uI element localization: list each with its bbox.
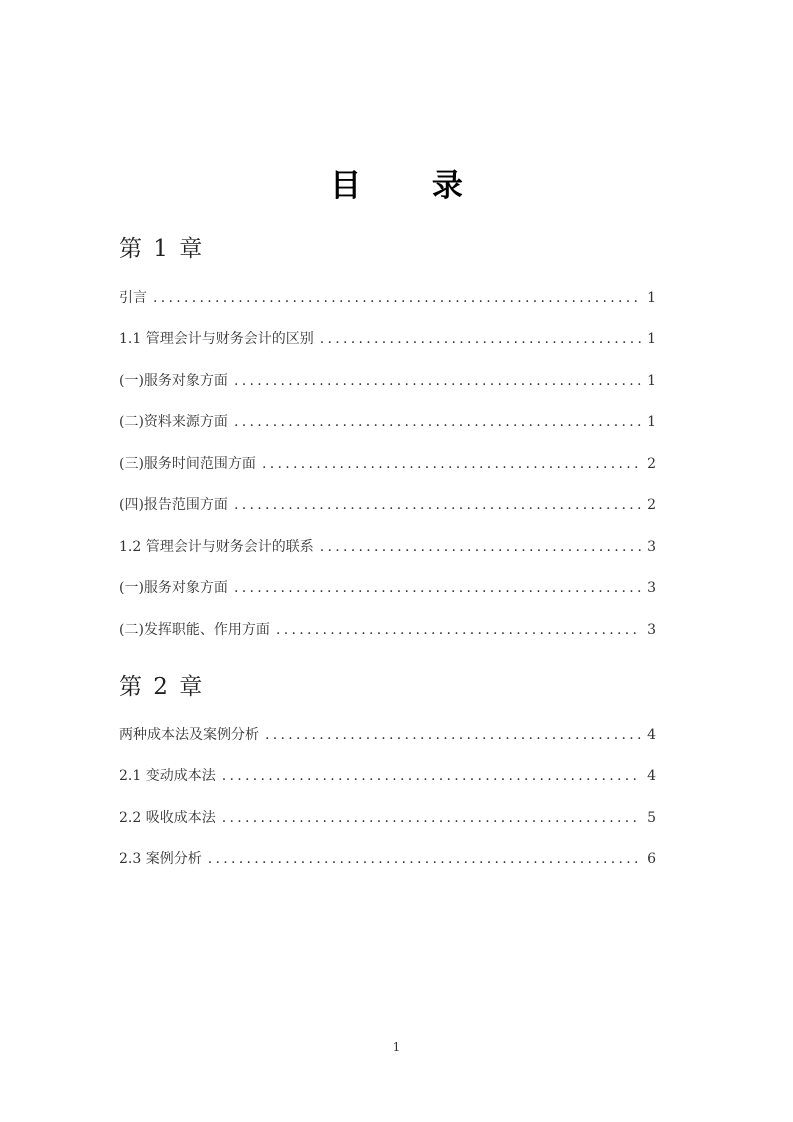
- page-number: 1: [392, 1040, 401, 1054]
- toc-entry-page: 5: [647, 810, 656, 826]
- toc-entry-page: 2: [647, 497, 656, 513]
- toc-entry[interactable]: [119, 726, 656, 744]
- toc-entry[interactable]: [119, 413, 656, 431]
- toc-entry-page: 1: [647, 290, 656, 306]
- dot-leader: [234, 372, 641, 390]
- toc-entry[interactable]: [119, 330, 656, 348]
- toc-entry-label: (二)资料来源方面: [119, 414, 228, 430]
- dot-leader: [320, 538, 641, 556]
- toc-entry-label: 2.3 案例分析: [119, 851, 202, 867]
- toc-entry-label: 1.1 管理会计与财务会计的区别: [119, 331, 314, 347]
- toc-entry-label: (一)服务对象方面: [119, 373, 228, 389]
- toc-entry-label: 2.2 吸收成本法: [119, 810, 216, 826]
- toc-entry[interactable]: [119, 579, 656, 597]
- toc-entry-page: 1: [647, 373, 656, 389]
- toc-entry[interactable]: [119, 850, 656, 868]
- toc-entry-page: 4: [647, 727, 656, 743]
- toc-entry[interactable]: [119, 455, 656, 473]
- toc-entry[interactable]: [119, 767, 656, 785]
- toc-entry[interactable]: [119, 496, 656, 514]
- toc-entry[interactable]: [119, 372, 656, 390]
- toc-entry[interactable]: [119, 809, 656, 827]
- dot-leader: [234, 579, 641, 597]
- dot-leader: [265, 726, 641, 744]
- toc-entry-label: 1.2 管理会计与财务会计的联系: [119, 539, 314, 555]
- toc-entry-page: 1: [647, 414, 656, 430]
- toc-entry[interactable]: [119, 289, 656, 307]
- dot-leader: [153, 289, 641, 307]
- toc-entry-label: 2.1 变动成本法: [119, 768, 216, 784]
- dot-leader: [234, 413, 641, 431]
- chapter-heading: 第 2 章: [119, 674, 203, 700]
- toc-entry-page: 6: [647, 851, 656, 867]
- toc-entry-page: 3: [647, 539, 656, 555]
- dot-leader: [262, 455, 641, 473]
- toc-entry-label: 两种成本法及案例分析: [119, 727, 259, 743]
- dot-leader: [208, 850, 641, 868]
- toc-entry-page: 3: [647, 622, 656, 638]
- dot-leader: [276, 621, 641, 639]
- toc-title: 目 录: [330, 168, 493, 204]
- toc-entry-label: 引言: [119, 290, 147, 306]
- dot-leader: [222, 767, 641, 785]
- toc-entry[interactable]: [119, 538, 656, 556]
- toc-entry-label: (二)发挥职能、作用方面: [119, 622, 270, 638]
- dot-leader: [320, 330, 641, 348]
- toc-entry-label: (一)服务对象方面: [119, 580, 228, 596]
- toc-entry-label: (三)服务时间范围方面: [119, 456, 256, 472]
- dot-leader: [222, 809, 641, 827]
- toc-entry-page: 3: [647, 580, 656, 596]
- toc-entry-page: 4: [647, 768, 656, 784]
- toc-entry[interactable]: [119, 621, 656, 639]
- dot-leader: [234, 496, 641, 514]
- chapter-heading: 第 1 章: [119, 236, 203, 262]
- toc-entry-page: 2: [647, 456, 656, 472]
- toc-entry-label: (四)报告范围方面: [119, 497, 228, 513]
- toc-entry-page: 1: [647, 331, 656, 347]
